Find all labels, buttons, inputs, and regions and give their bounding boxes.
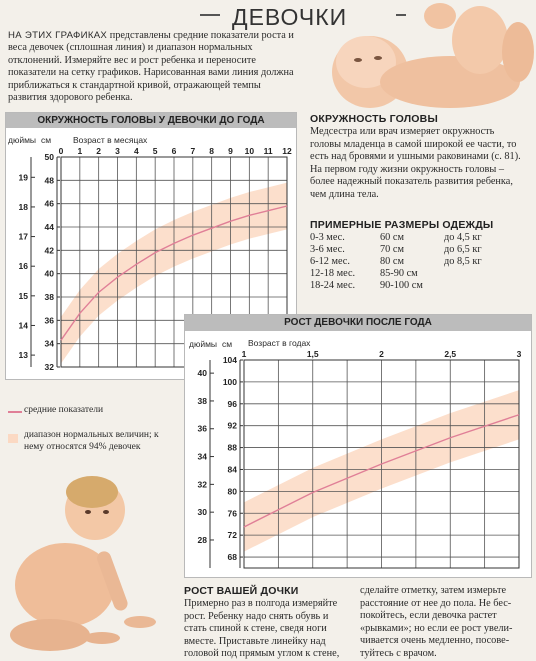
head-chart-unit-inches: дюймы: [8, 135, 37, 145]
legend-mean-label: средние показатели: [24, 405, 104, 415]
y-tick-label-cm: 68: [227, 552, 237, 563]
y-tick-label-cm: 96: [227, 398, 237, 409]
height-section-col2-line: покойтесь, если девочка растет: [360, 610, 497, 621]
head-section-line: головы младенца в самой широкой ее части, то: [310, 138, 517, 150]
head-chart-x-title: Возраст в месяцах: [73, 135, 148, 145]
y-tick-label-cm: 34: [44, 338, 54, 349]
height-section-col2-line: расстояние от нее до пола. Не бес-: [360, 597, 512, 609]
clothes-cell-age: 0-3 мес.: [310, 231, 345, 243]
height-chart-x-title: Возраст в годах: [248, 338, 311, 348]
height-section-col2-line: сделайте отметку, затем измерьте: [360, 585, 507, 596]
intro-lead: НА ЭТИХ ГРАФИКАХ: [8, 30, 108, 41]
clothes-cell-age: 3-6 мес.: [310, 243, 345, 255]
clothes-cell-weight: [444, 268, 514, 280]
y-tick-label-inch: 28: [197, 534, 207, 545]
x-tick-label: 3: [115, 146, 120, 156]
y-tick-label-cm: 92: [227, 420, 237, 431]
height-section-col2-line: туйтесь с врачом.: [360, 647, 437, 659]
y-tick-label-cm: 48: [44, 175, 54, 186]
clothes-cell-weight: до 6,5 кг: [444, 243, 482, 255]
y-tick-label-inch: 38: [197, 395, 207, 406]
x-tick-label: 0: [58, 146, 64, 156]
y-tick-label-inch: 13: [18, 350, 28, 361]
y-tick-label-inch: 19: [18, 172, 28, 183]
clothes-table: [310, 231, 514, 292]
x-tick-label: 9: [228, 146, 233, 156]
y-tick-label-cm: 76: [227, 508, 237, 519]
clothes-cell-age: 12-18 мес.: [310, 268, 356, 280]
legend-range-swatch: [8, 434, 18, 443]
clothes-cell-height: 90-100 см: [380, 280, 423, 292]
y-tick-label-inch: 16: [18, 261, 28, 272]
clothes-cell-weight: до 8,5 кг: [444, 255, 482, 267]
clothes-cell-height: 85-90 см: [380, 268, 418, 280]
x-tick-label: 10: [244, 146, 255, 156]
clothes-cell-height: 70 см: [380, 243, 404, 255]
height-section-text-col2: [360, 585, 536, 660]
y-tick-label-cm: 100: [222, 376, 237, 387]
clothes-row: [310, 268, 514, 280]
head-section-line: есть над бровями и ушными раковинами (с. 81).: [310, 151, 521, 162]
height-chart-unit-cm: см: [222, 339, 233, 349]
intro-text: [8, 30, 301, 104]
y-tick-label-inch: 32: [197, 479, 207, 490]
x-tick-label: 6: [171, 146, 177, 156]
clothes-title: ПРИМЕРНЫЕ РАЗМЕРЫ ОДЕЖДЫ: [310, 219, 494, 231]
clothes-cell-age: 6-12 мес.: [310, 255, 350, 267]
y-tick-label-cm: 50: [44, 152, 54, 162]
head-chart-unit-cm: см: [41, 135, 52, 145]
clothes-row: [310, 255, 514, 267]
x-tick-label: 11: [263, 146, 273, 156]
y-tick-label-cm: 46: [44, 198, 54, 209]
head-section-text: [310, 126, 535, 201]
x-tick-label: 1,5: [306, 349, 319, 359]
clothes-cell-height: 80 см: [380, 255, 404, 267]
height-section-col1-line: стать спиной к стене, сведя ноги: [184, 623, 327, 634]
height-section-col1-line: головой под прямым углом к стене,: [184, 648, 340, 659]
x-tick-label: 8: [209, 146, 215, 156]
y-tick-label-inch: 18: [18, 201, 28, 212]
height-chart-header: РОСТ ДЕВОЧКИ ПОСЛЕ ГОДА: [185, 315, 531, 331]
y-tick-label-inch: 14: [18, 320, 28, 331]
height-section-col1-line: вместе. Приставьте линейку над: [184, 635, 326, 647]
y-tick-label-cm: 88: [227, 442, 237, 453]
y-tick-label-inch: 30: [197, 507, 207, 518]
y-tick-label-cm: 38: [44, 292, 54, 302]
y-tick-label-cm: 44: [44, 222, 54, 232]
y-tick-label-cm: 104: [222, 355, 237, 365]
y-tick-label-cm: 32: [44, 362, 54, 372]
y-tick-label-inch: 15: [18, 290, 28, 301]
baby-lying-image: [330, 0, 536, 112]
head-section-title: ОКРУЖНОСТЬ ГОЛОВЫ: [310, 113, 438, 125]
y-tick-label-cm: 72: [227, 530, 237, 541]
clothes-cell-weight: до 4,5 кг: [444, 231, 482, 243]
y-tick-label-inch: 40: [197, 368, 207, 379]
head-section-line: более надежный показатель развития ребенка,: [310, 176, 513, 187]
head-chart-header: ОКРУЖНОСТЬ ГОЛОВЫ У ДЕВОЧКИ ДО ГОДА: [6, 113, 296, 128]
height-section-title: РОСТ ВАШЕЙ ДОЧКИ: [184, 585, 299, 597]
x-tick-label: 7: [190, 146, 196, 156]
y-tick-label-cm: 84: [227, 464, 237, 475]
y-tick-label-inch: 36: [197, 423, 207, 434]
clothes-cell-weight: [444, 280, 514, 292]
height-chart-unit-inches: дюймы: [189, 339, 218, 349]
height-section-col1-line: рост. Ребенку надо снять обувь и: [184, 610, 329, 622]
y-tick-label-cm: 42: [44, 245, 54, 256]
clothes-row: [310, 243, 514, 255]
legend-range-label: диапазон нормальных величин; к нему относятся 94% девочек: [24, 430, 159, 452]
clothes-row: [310, 231, 514, 243]
y-tick-label-inch: 34: [197, 451, 207, 462]
page-title: ДЕВОЧКИ: [232, 4, 348, 30]
y-tick-label-cm: 40: [44, 268, 54, 279]
y-tick-label-cm: 36: [44, 315, 54, 326]
clothes-cell-height: 60 см: [380, 231, 404, 243]
x-tick-label: 2,5: [444, 349, 457, 359]
x-tick-label: 12: [282, 146, 292, 156]
x-tick-label: 2: [96, 146, 102, 156]
head-section-line: Медсестра или врач измеряет окружность: [310, 126, 495, 137]
head-section-line: чем длина тела.: [310, 188, 379, 200]
x-tick-label: 3: [516, 349, 522, 359]
intro-body: представлены средние показатели роста и веса девочек (сплошная линия) и диапазон нормальных отклонений. Измеряйте вес и рост ребенка и переносите показатели на сетку графиков. Нарисованная вами линия должна приближаться к стандартной кривой, отражающей темпы развития здорового ребенка.: [8, 30, 294, 104]
x-tick-label: 1: [77, 146, 83, 156]
height-chart-plot: [184, 348, 530, 574]
x-tick-label: 5: [152, 146, 158, 156]
x-tick-label: 1: [241, 349, 247, 359]
head-section-line: На первом году жизни окружность головы –: [310, 163, 505, 175]
height-section-col1-line: Примерно раз в полгода измеряйте: [184, 598, 338, 609]
y-tick-label-inch: 17: [18, 231, 28, 242]
height-section-col2-line: чивается очень медленно, посове-: [360, 635, 510, 646]
y-tick-label-cm: 80: [227, 486, 237, 497]
baby-crawling-image: [10, 470, 170, 656]
x-tick-label: 2: [379, 349, 384, 359]
height-section-col2-line: «рывками»; но если ее рост увели-: [360, 622, 513, 634]
legend-mean-swatch: [8, 411, 22, 413]
height-section-text-col1: [184, 598, 354, 661]
x-tick-label: 4: [133, 146, 139, 156]
clothes-cell-age: 18-24 мес.: [310, 280, 356, 292]
title-rule-left: [200, 14, 220, 16]
clothes-row: [310, 280, 514, 292]
